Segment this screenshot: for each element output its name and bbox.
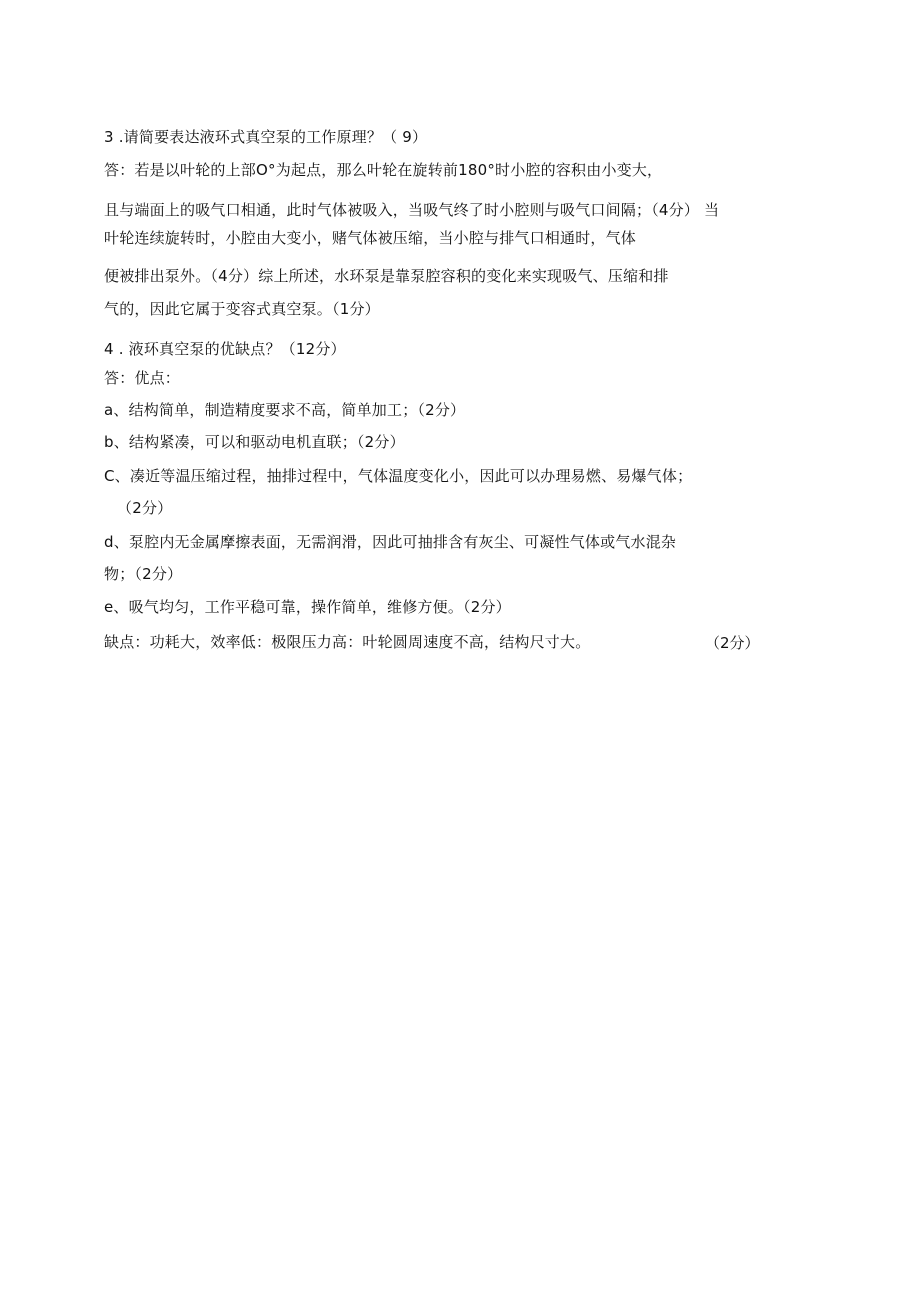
question-4-title: 4 . 液环真空泵的优缺点？（12分） xyxy=(104,340,346,358)
question-3-answer-line-3: 叶轮连续旋转时，小腔由大变小，赌气体被压缩，当小腔与排气口相通时，气体 xyxy=(104,229,637,247)
advantage-item-d-continued: 物；（2分） xyxy=(104,565,183,583)
disadvantages-text: 缺点：功耗大，效率低：极限压力高：叶轮圆周速度不高，结构尺寸大。 xyxy=(104,633,591,651)
question-4-answer-intro: 答：优点： xyxy=(104,369,181,387)
question-3-answer-line-5: 气的，因此它属于变容式真空泵。（1分） xyxy=(104,300,380,318)
advantage-item-c: C、凑近等温压缩过程，抽排过程中，气体温度变化小，因此可以办理易燃、易爆气体； xyxy=(104,467,693,485)
advantage-item-d: d、泵腔内无金属摩擦表面，无需润滑，因此可抽排含有灰尘、可凝性气体或气水混杂 xyxy=(104,533,677,551)
advantage-item-e: e、吸气均匀，工作平稳可靠，操作简单，维修方便。（2分） xyxy=(104,598,511,616)
question-3-title: 3 .请简要表达液环式真空泵的工作原理？（ 9） xyxy=(104,128,428,146)
question-3-answer-line-2: 且与端面上的吸气口相通，此时气体被吸入，当吸气终了时小腔则与吸气口间隔；（4分） 当 xyxy=(104,201,720,219)
question-3-answer-line-4: 便被排出泵外。（4分）综上所述，水环泵是靠泵腔容积的变化来实现吸气、压缩和排 xyxy=(104,267,669,285)
advantage-item-a: a、结构简单，制造精度要求不高，简单加工；（2分） xyxy=(104,401,466,419)
advantage-item-c-score: （2分） xyxy=(117,499,173,517)
advantage-item-b: b、结构紧凑，可以和驱动电机直联；（2分） xyxy=(104,433,405,451)
question-3-answer-line-1: 答：若是以叶轮的上部O°为起点，那么叶轮在旋转前180°时小腔的容积由小变大， xyxy=(104,161,663,179)
disadvantages-score: （2分） xyxy=(705,634,760,652)
